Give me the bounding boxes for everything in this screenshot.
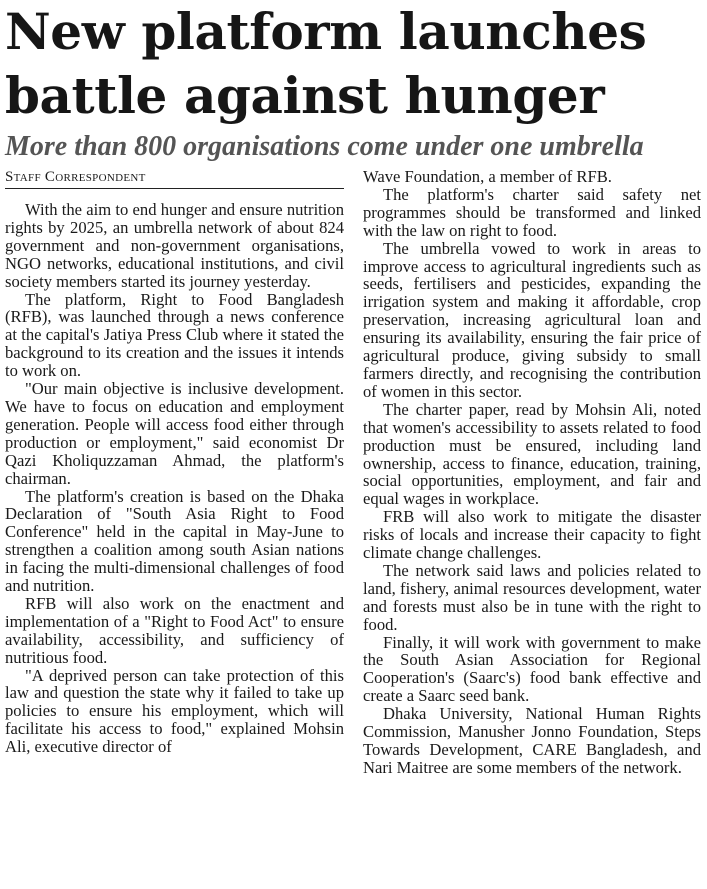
paragraph-continued: Wave Foundation, a member of RFB.	[363, 167, 612, 186]
paragraph: The umbrella vowed to work in areas to improve access to agricultural ingredients such as seeds, fertilisers and pesticides, expanding the irrigation system and making it affordable, crop preservation, increasing agricultural loan and ensuring its availability, ensuring the fair price of agricultural produce, giving subsidy to small farmers directly, and recognising the contribution of women in this sector.	[363, 238, 701, 401]
subheadline: More than 800 organisations come under one umbrella	[5, 131, 644, 162]
right-column	[363, 168, 701, 777]
paragraph: The platform's charter said safety net programmes should be transformed and linked with the law on right to food.	[363, 184, 701, 240]
article-columns	[5, 168, 701, 777]
paragraph: FRB will also work to mitigate the disaster risks of locals and increase their capacity to fight climate change challenges.	[363, 507, 701, 563]
paragraph: The platform, Right to Food Bangladesh (RFB), was launched through a news conference at the capital's Jatiya Press Club where it stated the background to its creation and the issues it intends to work on.	[5, 289, 344, 381]
paragraph: Dhaka University, National Human Rights Commission, Manusher Jonno Foundation, Steps Towards Development, CARE Bangladesh, and Nari Maitree are some members of the network.	[363, 704, 701, 777]
paragraph: RFB will also work on the enactment and implementation of a "Right to Food Act" to ensure availability, accessibility, and sufficiency of nutritious food.	[5, 593, 344, 667]
paragraph: The platform's creation is based on the Dhaka Declaration of "South Asia Right to Food Conference" held in the capital in May-June to strengthen a coalition among south Asian nations in facing the multi-dimensional challenges of food and nutrition.	[5, 486, 344, 596]
paragraph: Finally, it will work with government to make the South Asian Association for Regional Cooperation's (Saarc's) food bank effective and create a Saarc seed bank.	[363, 632, 701, 706]
paragraph: The charter paper, read by Mohsin Ali, noted that women's accessibility to assets related to food production must be ensured, including land ownership, access to finance, education, training, social opportunities, employment, and fair and equal wages in workplace.	[363, 399, 701, 509]
paragraph: With the aim to end hunger and ensure nutrition rights by 2025, an umbrella network of about 824 government and non-government organisations, NGO networks, educational institutions, and civil society members started its journey yesterday.	[5, 200, 344, 291]
paragraph: "Our main objective is inclusive development. We have to focus on education and employment generation. People will access food either through production or employment," said economist Dr Qazi Kholiquzzaman Ahmad, the platform's chairman.	[5, 379, 344, 488]
paragraph: The network said laws and policies related to land, fishery, animal resources development, water and forests must also be in tune with the right to food.	[363, 560, 701, 634]
left-column	[5, 168, 344, 756]
headline-line-1: New platform launches	[5, 2, 647, 61]
byline: Staff Correspondent	[5, 168, 344, 189]
headline	[5, 0, 701, 128]
headline-line-2: battle against hunger	[5, 66, 605, 125]
paragraph: "A deprived person can take protection of this law and question the state why it failed to take up policies to ensure his employment, which will facilitate his access to food," explained Mohsin Ali, executive director of	[5, 665, 344, 757]
